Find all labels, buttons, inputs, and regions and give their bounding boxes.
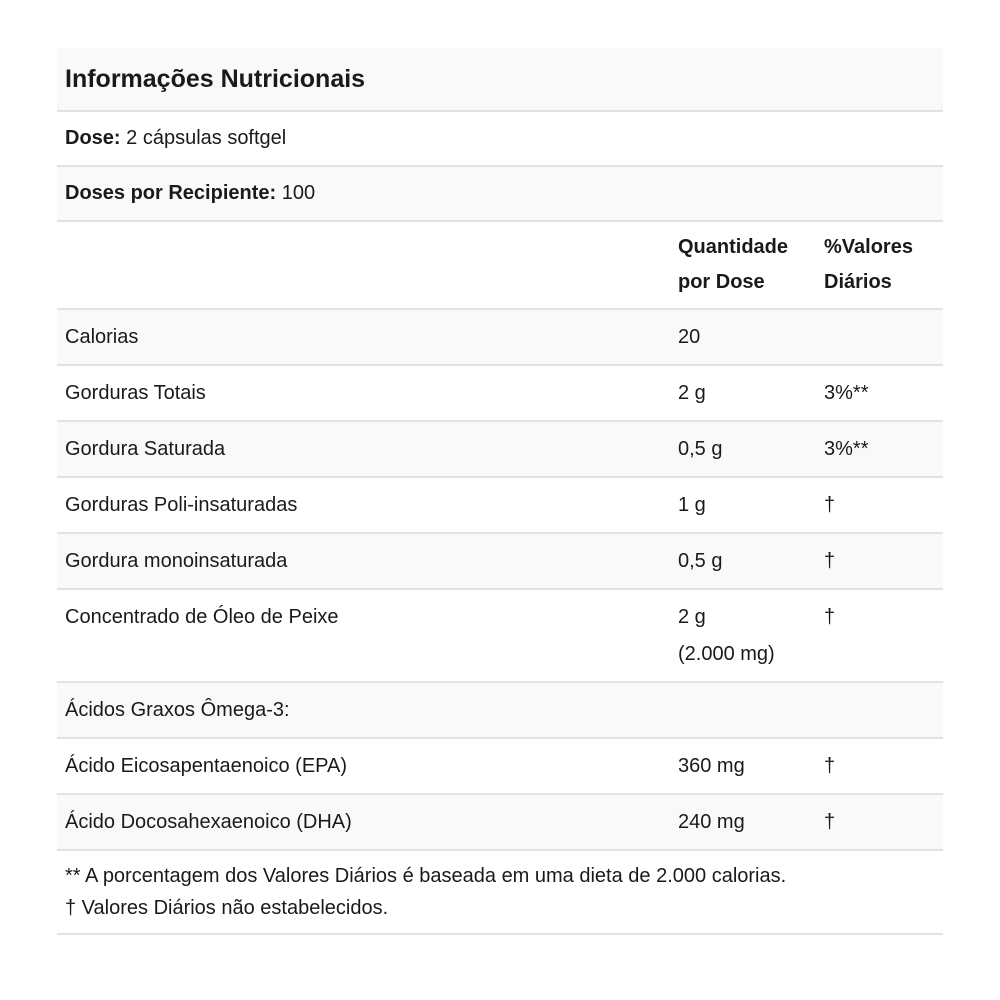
column-header-dv-line2: Diários	[824, 271, 892, 293]
nutrient-name: Gorduras Totais	[65, 382, 206, 404]
nutrient-dv: †	[824, 606, 836, 628]
footnotes	[57, 851, 943, 935]
dose-value: 2 cápsulas softgel	[126, 127, 287, 149]
section-label: Ácidos Graxos Ômega-3:	[65, 699, 290, 721]
doses-per-container-label: Doses por Recipiente:	[65, 182, 277, 204]
nutrient-dv	[824, 698, 935, 722]
nutrient-dv	[824, 325, 935, 349]
footnote-daily-values: ** A porcentagem dos Valores Diários é baseada em uma dieta de 2.000 calorias.	[65, 865, 787, 887]
table-row-dha	[57, 795, 943, 851]
nutrient-amount: 360 mg	[678, 755, 745, 777]
panel-title: Informações Nutricionais	[57, 48, 943, 112]
table-row-epa	[57, 739, 943, 795]
doses-per-container-row	[57, 167, 943, 222]
nutrient-amount: 0,5 g	[678, 550, 723, 572]
nutrition-facts-panel	[57, 48, 943, 935]
column-header-row	[57, 222, 943, 310]
nutrient-name: Calorias	[65, 326, 139, 348]
nutrient-dv: †	[824, 811, 836, 833]
nutrient-name: Gordura monoinsaturada	[65, 550, 288, 572]
nutrient-name: Ácido Eicosapentaenoico (EPA)	[65, 755, 348, 777]
nutrient-amount	[678, 605, 824, 666]
footnote-dagger: † Valores Diários não estabelecidos.	[65, 897, 389, 919]
column-header-amount	[678, 230, 824, 300]
table-row-monoinsaturada	[57, 534, 943, 590]
table-row-poli-insaturadas	[57, 478, 943, 534]
table-row-gordura-saturada	[57, 422, 943, 478]
nutrient-amount: 20	[678, 326, 701, 348]
doses-per-container-value: 100	[281, 182, 316, 204]
nutrient-name: Concentrado de Óleo de Peixe	[65, 606, 339, 628]
table-row-concentrado-oleo-peixe	[57, 590, 943, 683]
nutrient-dv: 3%**	[824, 438, 869, 460]
nutrient-name: Gordura Saturada	[65, 438, 226, 460]
table-row-gorduras-totais	[57, 366, 943, 422]
nutrient-amount: 1 g	[678, 494, 706, 516]
column-header-dv-line1: %Valores	[824, 236, 913, 258]
column-header-spacer	[65, 230, 678, 300]
nutrient-dv: 3%**	[824, 382, 869, 404]
nutrient-amount-main: 2 g	[678, 606, 706, 628]
nutrient-amount-note: (2.000 mg)	[678, 643, 775, 665]
column-header-amount-line1: Quantidade	[678, 236, 789, 258]
table-row-omega3-section	[57, 683, 943, 739]
column-header-amount-line2: por Dose	[678, 271, 765, 293]
table-row-calorias	[57, 310, 943, 366]
nutrient-amount: 240 mg	[678, 811, 745, 833]
dose-label: Dose:	[65, 127, 121, 149]
dose-row	[57, 112, 943, 167]
nutrient-dv: †	[824, 755, 836, 777]
nutrient-dv: †	[824, 550, 836, 572]
nutrient-name: Gorduras Poli-insaturadas	[65, 494, 298, 516]
nutrient-amount	[678, 698, 824, 722]
nutrient-name: Ácido Docosahexaenoico (DHA)	[65, 811, 352, 833]
column-header-daily-values	[824, 230, 935, 300]
nutrient-amount: 0,5 g	[678, 438, 723, 460]
nutrient-dv: †	[824, 494, 836, 516]
nutrient-amount: 2 g	[678, 382, 706, 404]
